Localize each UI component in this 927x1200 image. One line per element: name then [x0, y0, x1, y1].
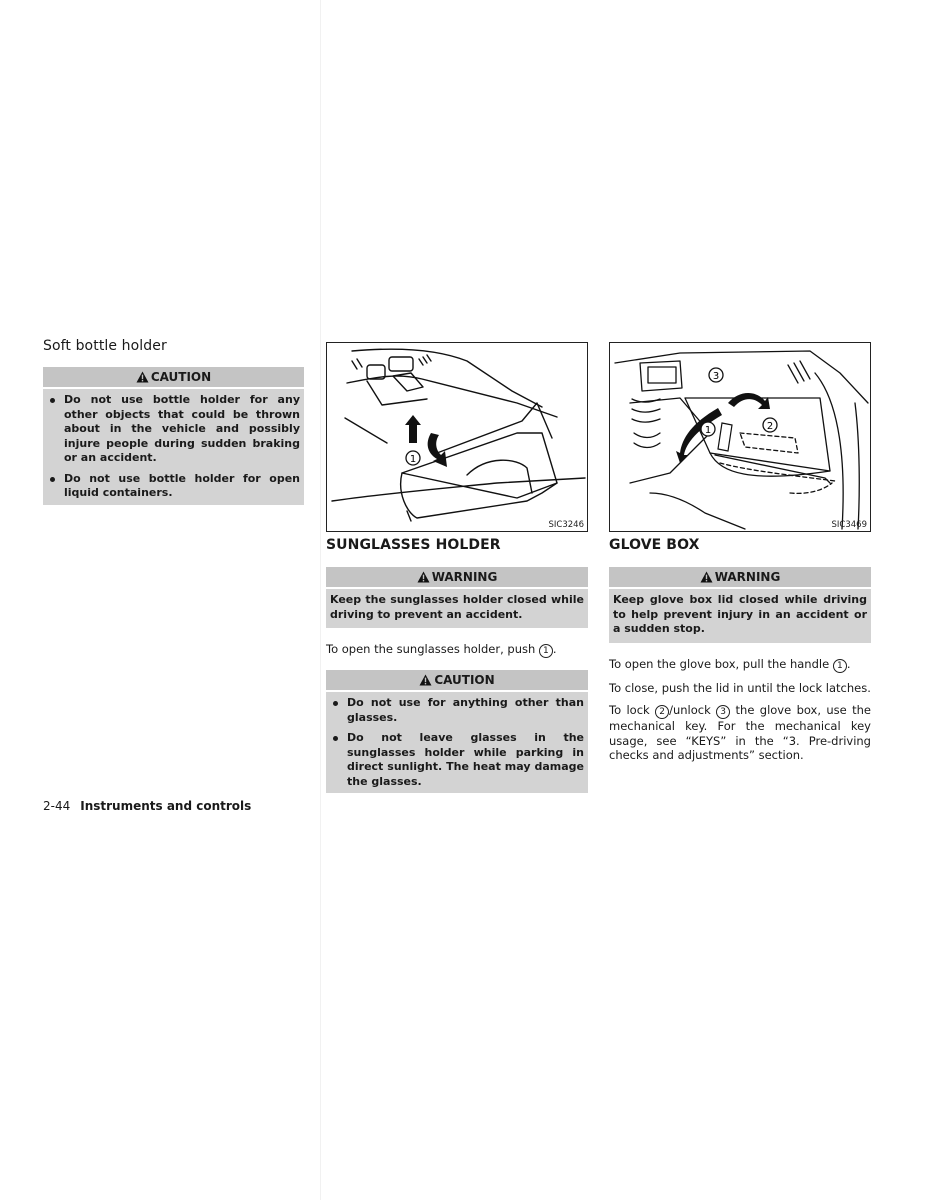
caution-header	[43, 367, 304, 389]
right-column	[609, 342, 871, 771]
warning-triangle-icon	[419, 672, 432, 692]
instruction-open-glove-box	[609, 657, 871, 673]
instruction-close-glove-box: To close, push the lid in until the lock latches.	[609, 680, 871, 695]
page-footer	[43, 799, 251, 813]
section-title-glove-box: GLOVE BOX	[609, 537, 700, 553]
caution-label: CAUTION	[150, 370, 212, 384]
caution-item: Do not leave glasses in the sunglasses holder while parking in direct sunlight. The heat may damage the glasses.	[330, 731, 584, 789]
caution-body	[43, 389, 304, 505]
caution-box-sunglasses	[326, 670, 588, 793]
section-title-bottle-holder: Soft bottle holder	[43, 338, 167, 354]
caution-box-bottle-holder	[43, 367, 304, 505]
circled-number: 2	[655, 705, 669, 719]
section-title-sunglasses-holder: SUNGLASSES HOLDER	[326, 537, 501, 553]
warning-label: WARNING	[714, 570, 781, 584]
warning-triangle-icon	[136, 369, 149, 389]
instruction-text: To open the glove box, pull the handle	[609, 656, 833, 671]
caution-item: Do not use bottle holder for open liquid containers.	[47, 472, 300, 501]
caution-body	[326, 692, 588, 793]
warning-text: Keep the sunglasses holder closed while driving to prevent an accident.	[330, 593, 584, 621]
callout-2: 2	[766, 421, 774, 432]
middle-column	[326, 342, 588, 793]
callout-1: 1	[409, 454, 417, 465]
warning-text: Keep glove box lid closed while driving to help prevent injury in an accident or a sudden stop.	[613, 593, 867, 635]
circled-number: 1	[539, 644, 553, 658]
glove-box-illustration	[609, 342, 871, 532]
figure-code: SIC3469	[831, 520, 867, 530]
instruction-text: To lock	[609, 703, 656, 717]
caution-label: CAUTION	[434, 673, 495, 687]
instruction-text: /unlock	[669, 703, 717, 717]
warning-label: WARNING	[431, 570, 498, 584]
left-column	[43, 338, 304, 505]
page-number: 2-44	[43, 799, 71, 813]
callout-3: 3	[712, 371, 720, 382]
glove-box-drawing	[610, 343, 870, 531]
instruction-text-end: .	[552, 642, 557, 656]
warning-box-glove-box	[609, 567, 871, 643]
instruction-open-sunglasses	[326, 642, 588, 658]
instruction-text-end: .	[846, 656, 851, 671]
sunglasses-holder-drawing	[327, 343, 587, 531]
warning-header	[609, 567, 871, 589]
chapter-title: Instruments and controls	[80, 799, 252, 813]
page-gutter	[320, 0, 321, 1200]
warning-box-sunglasses	[326, 567, 588, 628]
caution-item: Do not use for anything other than glasses.	[330, 696, 584, 725]
instruction-text: the glove box, use the mechanical key. For the mechanical key usage, see “KEYS” in the “3. Pre-driving checks and adjustments” section.	[609, 703, 871, 762]
instruction-lock-glove-box	[609, 703, 871, 763]
warning-triangle-icon	[417, 569, 430, 589]
figure-code: SIC3246	[548, 520, 584, 530]
callout-1: 1	[704, 425, 712, 436]
warning-header	[326, 567, 588, 589]
caution-header	[326, 670, 588, 692]
caution-item: Do not use bottle holder for any other objects that could be thrown about in the vehicle and possibly injure people during sudden braking or an accident.	[47, 393, 300, 466]
sunglasses-holder-illustration	[326, 342, 588, 532]
circled-number: 3	[716, 705, 730, 719]
warning-triangle-icon	[700, 569, 713, 589]
circled-number: 1	[833, 659, 847, 673]
instruction-text: To open the sunglasses holder, push	[326, 642, 539, 656]
